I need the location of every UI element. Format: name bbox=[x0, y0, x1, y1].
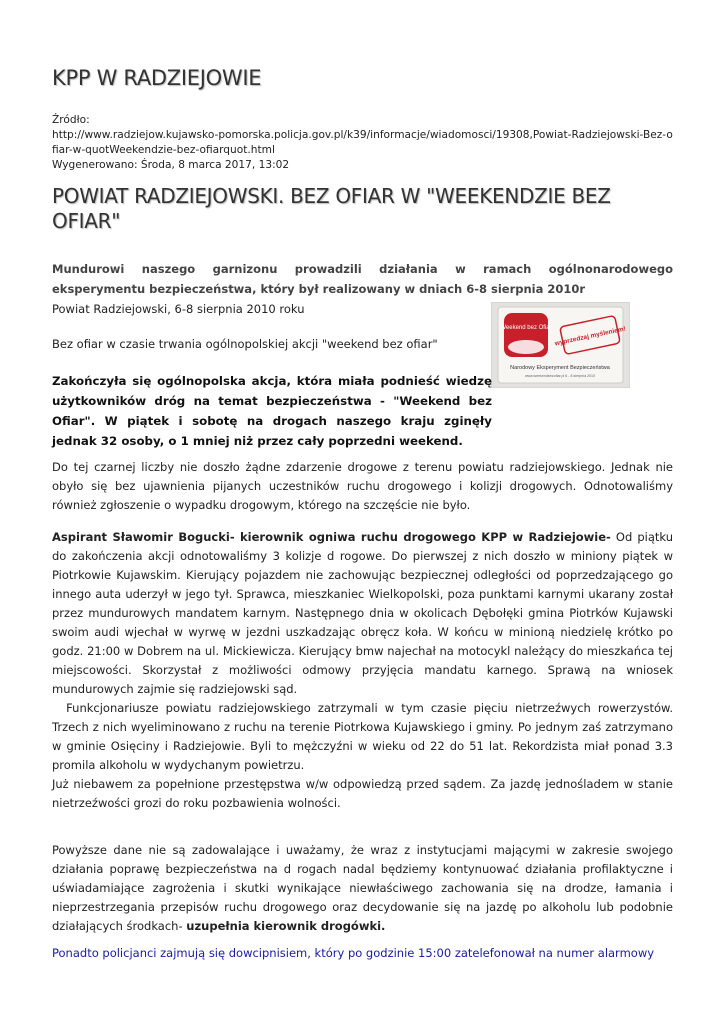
paragraph-2-text: Od piątku do zakończenia akcji odnotowaliśmy 3 kolizje d rogowe. Do pierwszej z nich doszło w miniony piątek w Piotrkowie Kujawskim. Kierujący pojazdem nie zachowując bezpiecznej odległości od poprzedzającego go innego auta uderzył w jego tył. Sprawca, mieszkaniec Wielkopolski, poza punktami karnymi ukarany został przez mundurowych mandatem karnym. Następnego dnia w okolicach Dębołęki gmina Piotrków Kujawski swoim audi wjechał w wyrwę w jezdni uszkadzając obręcz koła. W końcu w minioną niedzielę krótko po godz. 21:00 w Dobrem na ul. Mickiewicza. Kierujący bmw najechał na motocykl należący do mieszkańca tej miejscowości. Skorzystał z możliwości odmowy przyjęcia mandatu karnego. Sprawą na wniosek mundurowych zajmie się radziejowski sąd. bbox=[52, 530, 673, 696]
stamp-label: wyprzedzaj myśleniem! bbox=[554, 325, 627, 348]
paragraph-1: Do tej czarnej liczby nie doszło żądne zdarzenie drogowe z terenu powiatu radziejowskiego. Jednak nie obyło się bez ujawnienia pijanych uczestników ruchu drogowego i kolizji drogowych. Odnotowaliśmy również zgłoszenie o wypadku drogowym, którego na szczęście nie było. bbox=[52, 460, 673, 512]
paragraph-3b-text: Już niebawem za popełnione przestępstwa w/w odpowiedzą przed sądem. Za jazdę jednośladem w stanie nietrzeźwości grozi do roku pozbawienia wolności. bbox=[52, 777, 673, 810]
paragraph-2 bbox=[52, 528, 673, 699]
source-label: Źródło: bbox=[52, 114, 90, 126]
generated-date: Wygenerowano: Środa, 8 marca 2017, 13:02 bbox=[52, 159, 290, 171]
paragraph-4 bbox=[52, 841, 673, 936]
campaign-photo bbox=[491, 302, 630, 388]
site-title: KPP W RADZIEJOWIE bbox=[52, 66, 262, 90]
source-meta bbox=[52, 113, 673, 173]
intro-paragraph: Zakończyła się ogólnopolska akcja, która miała podnieść wiedzę użytkowników dróg na temat bezpieczeństwa - "Weekend bez Ofiar". W piątek i sobotę na drogach naszego kraju zginęły jednak 32 osoby, o 1 mniej niż przez cały poprzedni weekend. bbox=[52, 374, 492, 448]
campaign-photo-graphic bbox=[492, 303, 629, 387]
paragraph-5: Ponadto policjanci zajmują się dowcipnisiem, który po godzinie 15:00 zatelefonował na numer alarmowy bbox=[52, 946, 655, 960]
paragraph-4-text: Powyższe dane nie są zadowalające i uważamy, że wraz z instytucjami mającymi w zakresie swojego działania poprawę bezpieczeństwa na d rogach nadal będziemy kontynuować działania profilaktyczne i uświadamiające zagrożenia i skutki wynikające niewłaściwego zachowania się na drodze, łamania i nieprzestrzegania przepisów ruchu drogowego oraz decydowanie się na jazdę po alkoholu lub podobnie działających środkach- bbox=[52, 843, 673, 933]
article-lead: Mundurowi naszego garnizonu prowadzili działania w ramach ogólnonarodowego eksperymentu bezpieczeństwa, który był realizowany w dniach 6-8 sierpnia 2010r bbox=[52, 262, 673, 296]
date-line: Powiat Radziejowski, 6-8 sierpnia 2010 roku bbox=[52, 302, 305, 316]
source-url[interactable]: http://www.radziejow.kujawsko-pomorska.policja.gov.pl/k39/informacje/wiadomosci/19308,Powiat-Radziejowski-Bez-ofiar-w-quotWeekendzie-bez-ofiarquot.html bbox=[52, 129, 673, 156]
sticker-label: Weekend bez Ofiar bbox=[500, 325, 552, 331]
paragraph-4-attribution: uzupełnia kierownik drogówki. bbox=[186, 919, 386, 933]
article-subtitle: Bez ofiar w czasie trwania ogólnopolskiej akcji "weekend bez ofiar" bbox=[52, 337, 438, 351]
paragraph-3 bbox=[52, 699, 677, 813]
paragraph-2-speaker: Aspirant Sławomir Bogucki- kierownik ogniwa ruchu drogowego KPP w Radziejowie- bbox=[52, 530, 611, 544]
photo-small-text: www.weekendbezofiar.pl 6 - 8 sierpnia 2010 bbox=[524, 374, 596, 378]
paragraph-3-text: Funkcjonariusze powiatu radziejowskiego zatrzymali w tym czasie pięciu nietrzeźwych rowerzystów. Trzech z nich wyeliminowano z ruchu na terenie Piotrkowa Kujawskiego i gminy. Po jednym zaś zatrzymano w gminie Osięciny i Radziejowie. Byli to mężczyźni w wieku od 22 do 51 lat. Rekordzista miał ponad 3.3 promila alkoholu w wydychanym powietrzu. bbox=[52, 701, 677, 772]
photo-caption: Narodowy Eksperyment Bezpieczeństwa bbox=[510, 365, 610, 371]
article-title: POWIAT RADZIEJOWSKI. BEZ OFIAR W "WEEKENDZIE BEZ OFIAR" bbox=[52, 184, 611, 233]
